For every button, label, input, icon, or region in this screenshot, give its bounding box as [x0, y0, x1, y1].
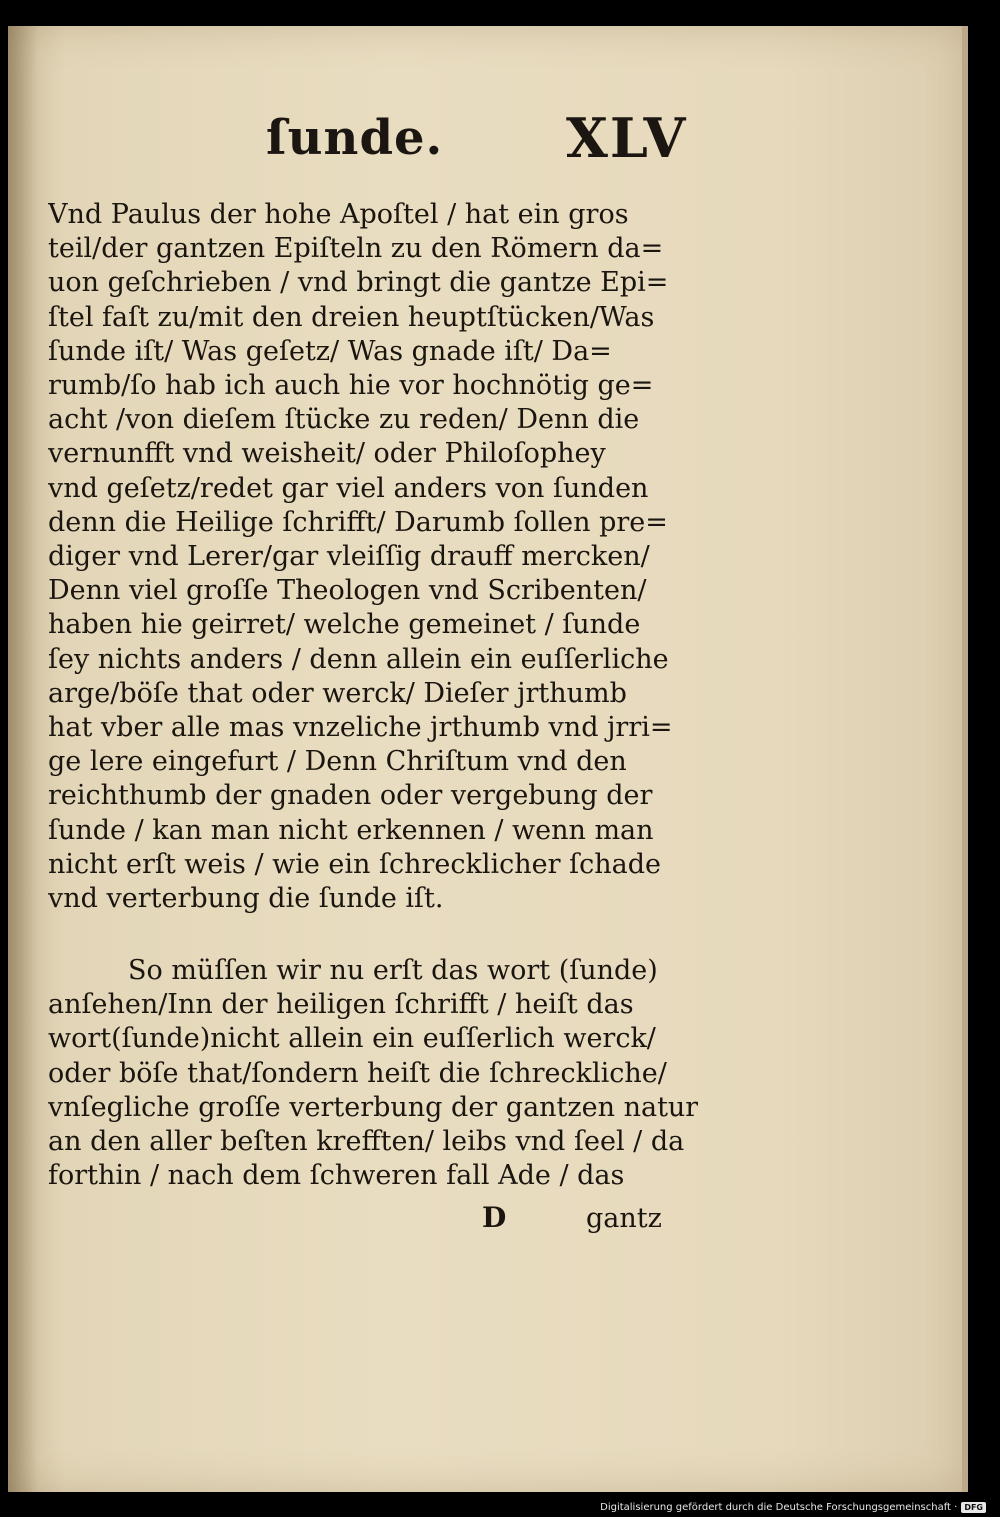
- text-line: So müſſen wir nu erſt das wort (ſunde): [128, 955, 658, 986]
- text-line: rumb/ſo hab ich auch hie vor hochnötig ge=: [48, 370, 654, 402]
- text-line: acht /von dieſem ſtücke zu reden/ Denn die: [48, 404, 640, 436]
- paragraph-2: [48, 954, 698, 1193]
- page-edge: [962, 26, 968, 1492]
- catchword: gantz: [586, 1203, 662, 1234]
- text-line: vernunfft vnd weisheit/ oder Philoſophey: [48, 438, 606, 470]
- text-line: arge/böſe that oder werck/ Dieſer jrthumb: [48, 677, 627, 709]
- text-line: haben hie geirret/ welche gemeinet / ſunde: [48, 609, 641, 641]
- text-line: reichthumb der gnaden oder vergebung der: [48, 780, 653, 812]
- signature-mark: D: [482, 1201, 507, 1234]
- text-line: wort(ſunde)nicht allein ein euſſerlich werck/: [48, 1023, 656, 1055]
- text-line: diger vnd Lerer/gar vleiſſig drauff mercken/: [48, 541, 650, 573]
- digitization-credit: [600, 1502, 986, 1513]
- running-head: ſunde.: [266, 110, 444, 166]
- text-line: hat vber alle mas vnzeliche jrthumb vnd jrri=: [48, 712, 673, 744]
- text-line: denn die Heilige ſchrifft/ Darumb ſollen pre=: [48, 506, 668, 538]
- text-line: nicht erſt weis / wie ein ſchrecklicher ſchade: [48, 848, 661, 880]
- book-page: [8, 26, 968, 1492]
- text-line: ſey nichts anders / denn allein ein euſſerliche: [48, 643, 669, 675]
- text-line: uon geſchrieben / vnd bringt die gantze Epi=: [48, 267, 669, 299]
- paragraph-1: [48, 198, 698, 916]
- dfg-logo-icon: DFG: [961, 1502, 986, 1513]
- text-line: Denn viel groſſe Theologen vnd Scribenten/: [48, 575, 647, 607]
- text-line: Vnd Paulus der hohe Apoſtel / hat ein gros: [48, 199, 629, 230]
- text-line: ſtel faſt zu/mit den dreien heuptſtücken/Was: [48, 301, 655, 333]
- text-line: anſehen/Inn der heiligen ſchrifft / heiſt das: [48, 989, 634, 1021]
- text-line: an den aller beſten krefften/ leibs vnd ſeel / da: [48, 1126, 685, 1158]
- text-line: ſunde iſt/ Was geſetz/ Was gnade iſt/ Da=: [48, 335, 612, 367]
- text-line: vnd verterbung die ſunde iſt.: [48, 883, 444, 915]
- text-line: ſunde / kan man nicht erkennen / wenn man: [48, 814, 654, 846]
- text-line: vnd geſetz/redet gar viel anders von ſunden: [48, 472, 649, 504]
- text-line: teil/der gantzen Epiſteln zu den Römern da=: [48, 233, 664, 265]
- credit-text: Digitalisierung gefördert durch die Deutsche Forschungsgemeinschaft ·: [600, 1502, 958, 1513]
- text-line: vnſegliche groſſe verterbung der gantzen natur: [48, 1091, 698, 1123]
- folio-number: XLV: [566, 106, 688, 170]
- text-line: ge lere eingefurt / Denn Chriſtum vnd den: [48, 746, 627, 778]
- text-line: oder böſe that/ſondern heiſt die ſchreckliche/: [48, 1057, 667, 1089]
- text-line: forthin / nach dem ſchweren fall Ade / das: [48, 1160, 625, 1192]
